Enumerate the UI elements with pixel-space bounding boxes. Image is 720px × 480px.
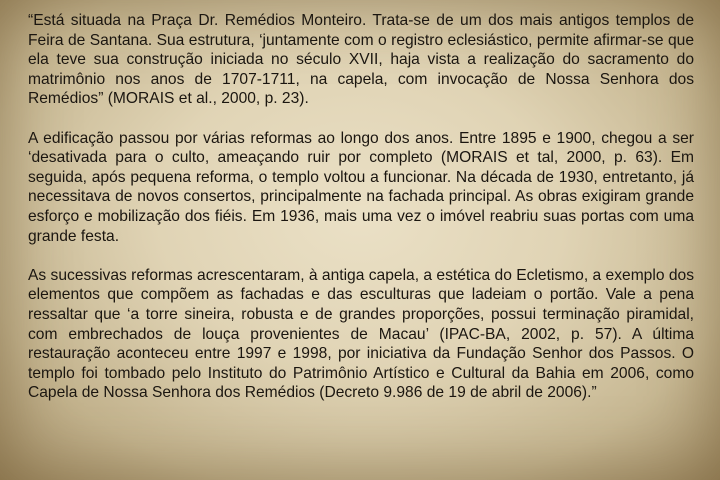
- paragraph-eclecticism: As sucessivas reformas acrescentaram, à antiga capela, a estética do Ecletismo, a exemplo dos elementos que compõem as fachadas e das esculturas que ladeiam o portão. Vale a pena ressaltar que ‘a torre sineira, robusta e de grandes proporções, possui terminação piramidal, com embrechados de louça provenientes de Macau’ (IPAC-BA, 2002, p. 57). A última restauração aconteceu entre 1997 e 1998, por iniciativa da Fundação Senhor dos Passos. O templo foi tombado pelo Instituto do Patrimônio Artístico e Cultural da Bahia em 2006, como Capela de Nossa Senhora dos Remédios (Decreto 9.986 de 19 de abril de 2006).”: [28, 266, 694, 402]
- document-text: [28, 11, 694, 422]
- paragraph-reforms: A edificação passou por várias reformas ao longo dos anos. Entre 1895 e 1900, chegou a ser ‘desativada para o culto, ameaçando ruir por completo (MORAIS et tal, 2000, p. 63). Em seguida, após pequena reforma, o templo voltou a funcionar. Na década de 1930, entretanto, já necessitava de novos consertos, principalmente na fachada principal. As obras exigiram grande esforço e mobilização dos fiéis. Em 1936, mais uma vez o imóvel reabriu suas portas com uma grande festa.: [28, 129, 694, 245]
- paragraph-location: “Está situada na Praça Dr. Remédios Monteiro. Trata-se de um dos mais antigos templos de Feira de Santana. Sua estrutura, ‘juntamente com o registro eclesiástico, permite afirmar-se que ela teve sua construção iniciada no século XVII, haja vista a realização do sacramento do matrimônio nos anos de 1707-1711, na capela, com invocação de Nossa Senhora dos Remédios” (MORAIS et al., 2000, p. 23).: [28, 12, 694, 108]
